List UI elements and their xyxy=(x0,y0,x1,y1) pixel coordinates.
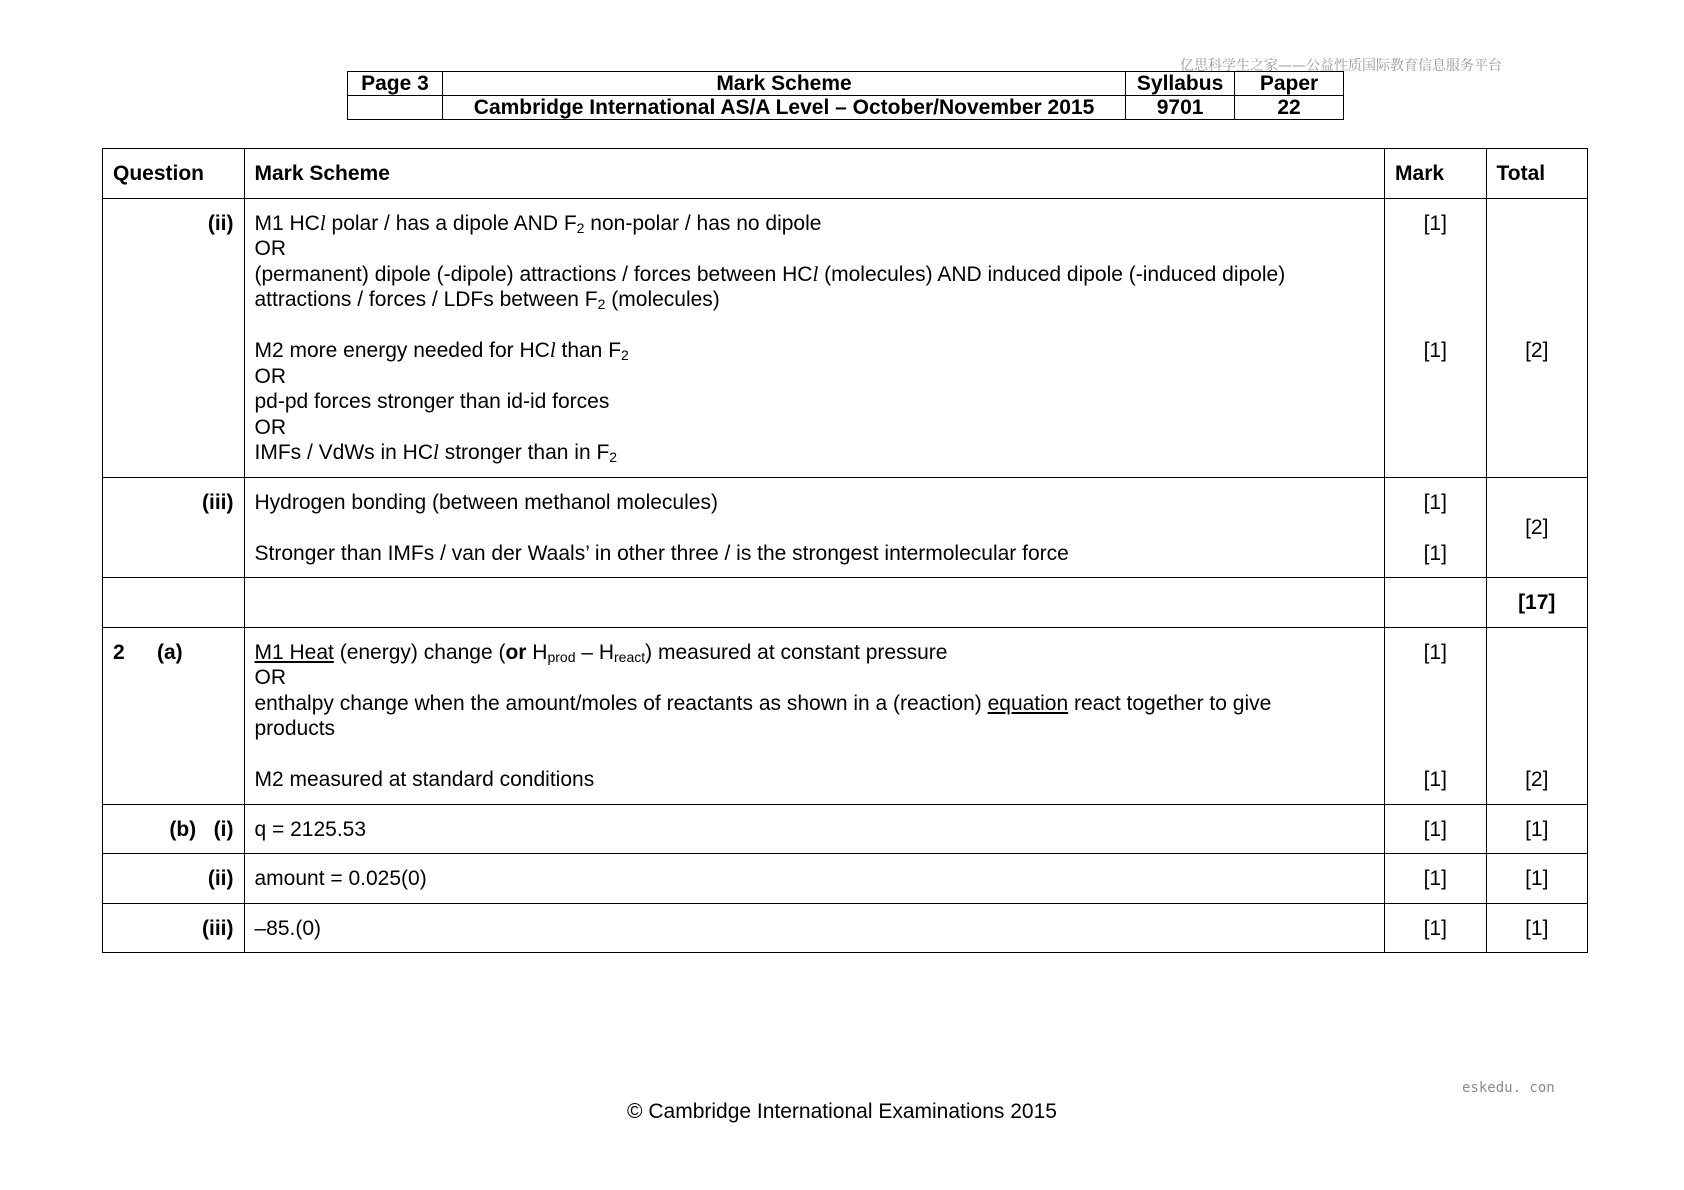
total-cell: [2] xyxy=(1486,198,1588,477)
empty-cell xyxy=(244,578,1385,628)
col-question: Question xyxy=(103,149,245,199)
table-row xyxy=(103,854,1588,904)
question-total: [17] xyxy=(1486,578,1588,628)
total-cell: [1] xyxy=(1486,903,1588,953)
empty-cell xyxy=(1385,578,1486,628)
watermark-top: 亿思科学生之家——公益性质国际教育信息服务平台 xyxy=(1180,58,1502,74)
col-total: Total xyxy=(1486,149,1588,199)
header-empty-cell xyxy=(348,96,443,120)
syllabus-code: 9701 xyxy=(1126,96,1235,120)
header-title: Mark Scheme xyxy=(442,72,1125,96)
mark-scheme-cell: M1 Heat (energy) change (or $H_{prod} - H_{react}$) measured at constant pressure OR enthalpy change when the amount/moles of reactants as shown in a (reaction) equation react together to give products M2 measured at standard conditions xyxy=(244,627,1385,804)
mark-cell: [1] xyxy=(1385,903,1486,953)
question-label: 2 (a) xyxy=(103,627,245,804)
mark-scheme-cell: amount = 0.025(0) xyxy=(244,854,1385,904)
question-label: (ii) xyxy=(103,854,245,904)
mark-cell: [1] xyxy=(1385,854,1486,904)
mark-scheme-cell: –85.(0) xyxy=(244,903,1385,953)
col-mark-scheme: Mark Scheme xyxy=(244,149,1385,199)
question-label: (iii) xyxy=(103,477,245,578)
page-number: Page 3 xyxy=(348,72,443,96)
table-row xyxy=(103,804,1588,854)
header-subtitle: Cambridge International AS/A Level – October/November 2015 xyxy=(442,96,1125,120)
mark-cell: [1] [1] xyxy=(1385,198,1486,477)
question-label: (ii) xyxy=(103,198,245,477)
total-cell: [2] xyxy=(1486,627,1588,804)
mark-cell: [1] [1] xyxy=(1385,477,1486,578)
total-cell: [1] xyxy=(1486,854,1588,904)
table-header-row xyxy=(103,149,1588,199)
mark-scheme-cell: Hydrogen bonding (between methanol molecules) Stronger than IMFs / van der Waals’ in other three / is the strongest intermolecular force xyxy=(244,477,1385,578)
paper-number: 22 xyxy=(1235,96,1344,120)
paper-label: Paper xyxy=(1235,72,1344,96)
page-header-table xyxy=(347,71,1344,120)
col-mark: Mark xyxy=(1385,149,1486,199)
total-cell: [2] xyxy=(1486,477,1588,578)
table-row xyxy=(103,578,1588,628)
question-label: (b) (i) xyxy=(103,804,245,854)
table-row xyxy=(103,627,1588,804)
syllabus-label: Syllabus xyxy=(1126,72,1235,96)
watermark-bottom: eskedu. con xyxy=(1462,1080,1555,1096)
mark-scheme-table xyxy=(102,148,1588,953)
copyright-footer: © Cambridge International Examinations 2015 xyxy=(627,1100,1057,1123)
empty-cell xyxy=(103,578,245,628)
table-row xyxy=(103,198,1588,477)
mark-scheme-cell: M1 HCl polar / has a dipole AND $F_2$ non-polar / has no dipole OR (permanent) dipole (-dipole) attractions / forces between HCl (molecules) AND induced dipole (-induced dipole) attractions / forces / LDFs between $F_2$ (molecules) M2 more energy needed for HCl than $F_2$ OR pd-pd forces stronger than id-id forces OR IMFs / VdWs in HCl stronger than in $F_2$ xyxy=(244,198,1385,477)
total-cell: [1] xyxy=(1486,804,1588,854)
mark-scheme-cell: q = 2125.53 xyxy=(244,804,1385,854)
table-row xyxy=(103,903,1588,953)
question-label: (iii) xyxy=(103,903,245,953)
table-row xyxy=(103,477,1588,578)
mark-cell: [1] xyxy=(1385,804,1486,854)
mark-cell: [1] [1] xyxy=(1385,627,1486,804)
